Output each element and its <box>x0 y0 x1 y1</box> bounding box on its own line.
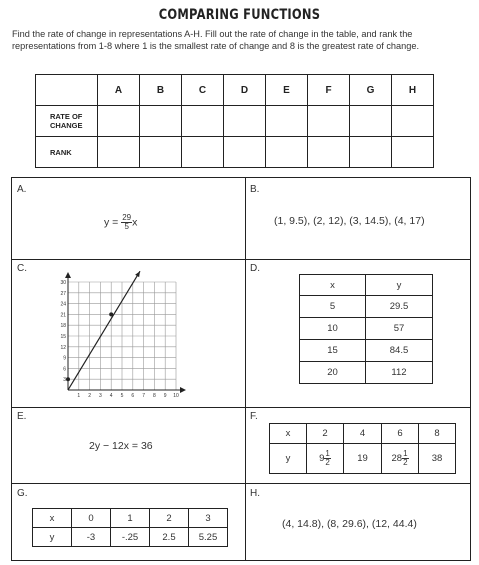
rank-cell-g[interactable] <box>350 137 392 168</box>
rank-cell-a[interactable] <box>98 137 140 168</box>
column-header-f: F <box>308 75 350 106</box>
column-header-b: B <box>140 75 182 106</box>
cell-label-c: C. <box>17 263 27 274</box>
column-header-c: C <box>182 75 224 106</box>
column-header-e: E <box>266 75 308 106</box>
x-axis-arrow <box>180 387 186 393</box>
y-tick-label: 15 <box>60 334 66 340</box>
graph-point <box>66 377 70 381</box>
graph-point <box>109 312 113 316</box>
table-f-y-fraction <box>402 450 408 467</box>
x-tick-label: 8 <box>153 393 156 399</box>
graph-c-line <box>66 271 140 390</box>
table-f <box>269 423 456 474</box>
x-tick-label: 7 <box>142 393 145 399</box>
equation-a-variable: x <box>132 216 138 229</box>
grid-divider-vertical <box>245 178 246 560</box>
table-g-y: 5.25 <box>189 528 228 547</box>
y-tick-label: 12 <box>60 344 66 351</box>
rank-table-corner <box>36 75 98 106</box>
graph-c-grid <box>65 272 186 393</box>
representations-grid <box>11 177 471 561</box>
table-f-y-label: y <box>270 444 307 474</box>
ordered-pairs-b: (1, 9.5), (2, 12), (3, 14.5), (4, 17) <box>274 215 425 227</box>
y-tick-label: 3 <box>63 377 66 384</box>
table-f-x: 2 <box>307 424 344 444</box>
rank-cell-b[interactable] <box>140 137 182 168</box>
table-f-x: 6 <box>382 424 419 444</box>
table-f-x: 4 <box>344 424 382 444</box>
x-tick-label: 4 <box>109 393 113 399</box>
rank-cell-h[interactable] <box>392 137 434 168</box>
column-header-g: G <box>350 75 392 106</box>
rate-cell-b[interactable] <box>140 106 182 137</box>
table-d <box>299 274 433 384</box>
rank-table <box>35 74 434 168</box>
table-f-y-numerator: 1 <box>325 449 330 458</box>
rate-cell-d[interactable] <box>224 106 266 137</box>
table-g-y: -.25 <box>111 528 150 547</box>
table-g-x: 1 <box>111 509 150 528</box>
equation-a-fraction <box>121 214 132 231</box>
equation-a-denominator: 5 <box>124 222 129 231</box>
column-header-h: H <box>392 75 434 106</box>
cell-label-e: E. <box>17 411 27 422</box>
table-d-y: 29.5 <box>366 296 433 318</box>
table-g-y: 2.5 <box>150 528 189 547</box>
x-tick-label: 6 <box>131 393 135 399</box>
y-tick-label: 27 <box>60 290 66 297</box>
rate-cell-e[interactable] <box>266 106 308 137</box>
table-g-x-label: x <box>33 509 72 528</box>
table-g <box>32 508 228 547</box>
table-f-y-whole: 28 <box>391 453 403 465</box>
equation-a-lhs: y = <box>104 216 119 229</box>
y-tick-label: 24 <box>60 301 66 308</box>
table-f-y-denominator: 2 <box>403 458 408 467</box>
table-f-y-mixed-2 <box>382 444 419 474</box>
x-tick-label: 9 <box>163 393 167 399</box>
graph-c <box>32 264 192 404</box>
cell-label-a: A. <box>17 184 27 195</box>
table-d-x: 10 <box>300 318 366 340</box>
y-tick-label: 18 <box>60 323 66 330</box>
row-label-rate-of-change: RATE OF CHANGE <box>36 106 98 137</box>
rank-cell-d[interactable] <box>224 137 266 168</box>
x-tick-label: 5 <box>120 393 124 399</box>
rate-cell-a[interactable] <box>98 106 140 137</box>
graph-c-tick-labels <box>60 280 179 399</box>
column-header-d: D <box>224 75 266 106</box>
table-d-y: 57 <box>366 318 433 340</box>
table-f-y-whole: 9 <box>319 453 325 465</box>
x-tick-label: 10 <box>173 393 179 399</box>
table-d-header-y: y <box>366 275 433 296</box>
rate-cell-f[interactable] <box>308 106 350 137</box>
cell-label-b: B. <box>250 184 260 195</box>
table-d-x: 15 <box>300 340 366 362</box>
cell-label-h: H. <box>250 488 260 499</box>
table-f-y-fraction <box>324 450 330 467</box>
equation-a <box>104 214 137 231</box>
grid-divider-1 <box>12 259 470 260</box>
column-header-a: A <box>98 75 140 106</box>
table-f-y-denominator: 2 <box>325 458 330 467</box>
ordered-pairs-h: (4, 14.8), (8, 29.6), (12, 44.4) <box>282 518 417 530</box>
y-tick-label: 9 <box>63 355 66 362</box>
rank-cell-e[interactable] <box>266 137 308 168</box>
table-g-x: 0 <box>72 509 111 528</box>
y-tick-label: 30 <box>60 280 66 286</box>
cell-label-f: F. <box>250 411 258 422</box>
x-tick-label: 1 <box>77 393 81 399</box>
y-tick-label: 21 <box>60 312 66 319</box>
x-tick-label: 2 <box>88 393 91 399</box>
table-f-x-label: x <box>270 424 307 444</box>
rate-cell-h[interactable] <box>392 106 434 137</box>
table-f-y: 19 <box>344 444 382 474</box>
table-f-x: 8 <box>419 424 456 444</box>
cell-label-g: G. <box>17 488 28 499</box>
page-title: COMPARING FUNCTIONS <box>158 7 321 23</box>
table-g-x: 2 <box>150 509 189 528</box>
table-f-y-numerator: 1 <box>403 449 408 458</box>
y-axis-arrow <box>65 272 71 278</box>
equation-e: 2y − 12x = 36 <box>89 440 153 452</box>
grid-divider-2 <box>12 407 470 408</box>
table-d-y: 112 <box>366 362 433 384</box>
cell-label-d: D. <box>250 263 260 274</box>
rate-cell-c[interactable] <box>182 106 224 137</box>
row-label-rank: RANK <box>36 137 98 168</box>
y-tick-label: 6 <box>63 366 66 373</box>
table-g-x: 3 <box>189 509 228 528</box>
table-f-y: 38 <box>419 444 456 474</box>
instructions: Find the rate of change in representations A-H. Fill out the rate of change in the table, and rank the representations from 1-8 where 1 is the smallest rate of change and 8 is the greatest rate of change. <box>12 29 420 51</box>
table-g-y-label: y <box>33 528 72 547</box>
table-d-y: 84.5 <box>366 340 433 362</box>
grid-divider-3 <box>12 483 470 484</box>
rate-cell-g[interactable] <box>350 106 392 137</box>
table-d-x: 5 <box>300 296 366 318</box>
table-g-y: -3 <box>72 528 111 547</box>
table-f-y-mixed-1 <box>307 444 344 474</box>
rank-cell-c[interactable] <box>182 137 224 168</box>
equation-a-numerator: 29 <box>122 213 132 222</box>
table-d-x: 20 <box>300 362 366 384</box>
rank-cell-f[interactable] <box>308 137 350 168</box>
x-tick-label: 3 <box>99 393 102 399</box>
table-d-header-x: x <box>300 275 366 296</box>
